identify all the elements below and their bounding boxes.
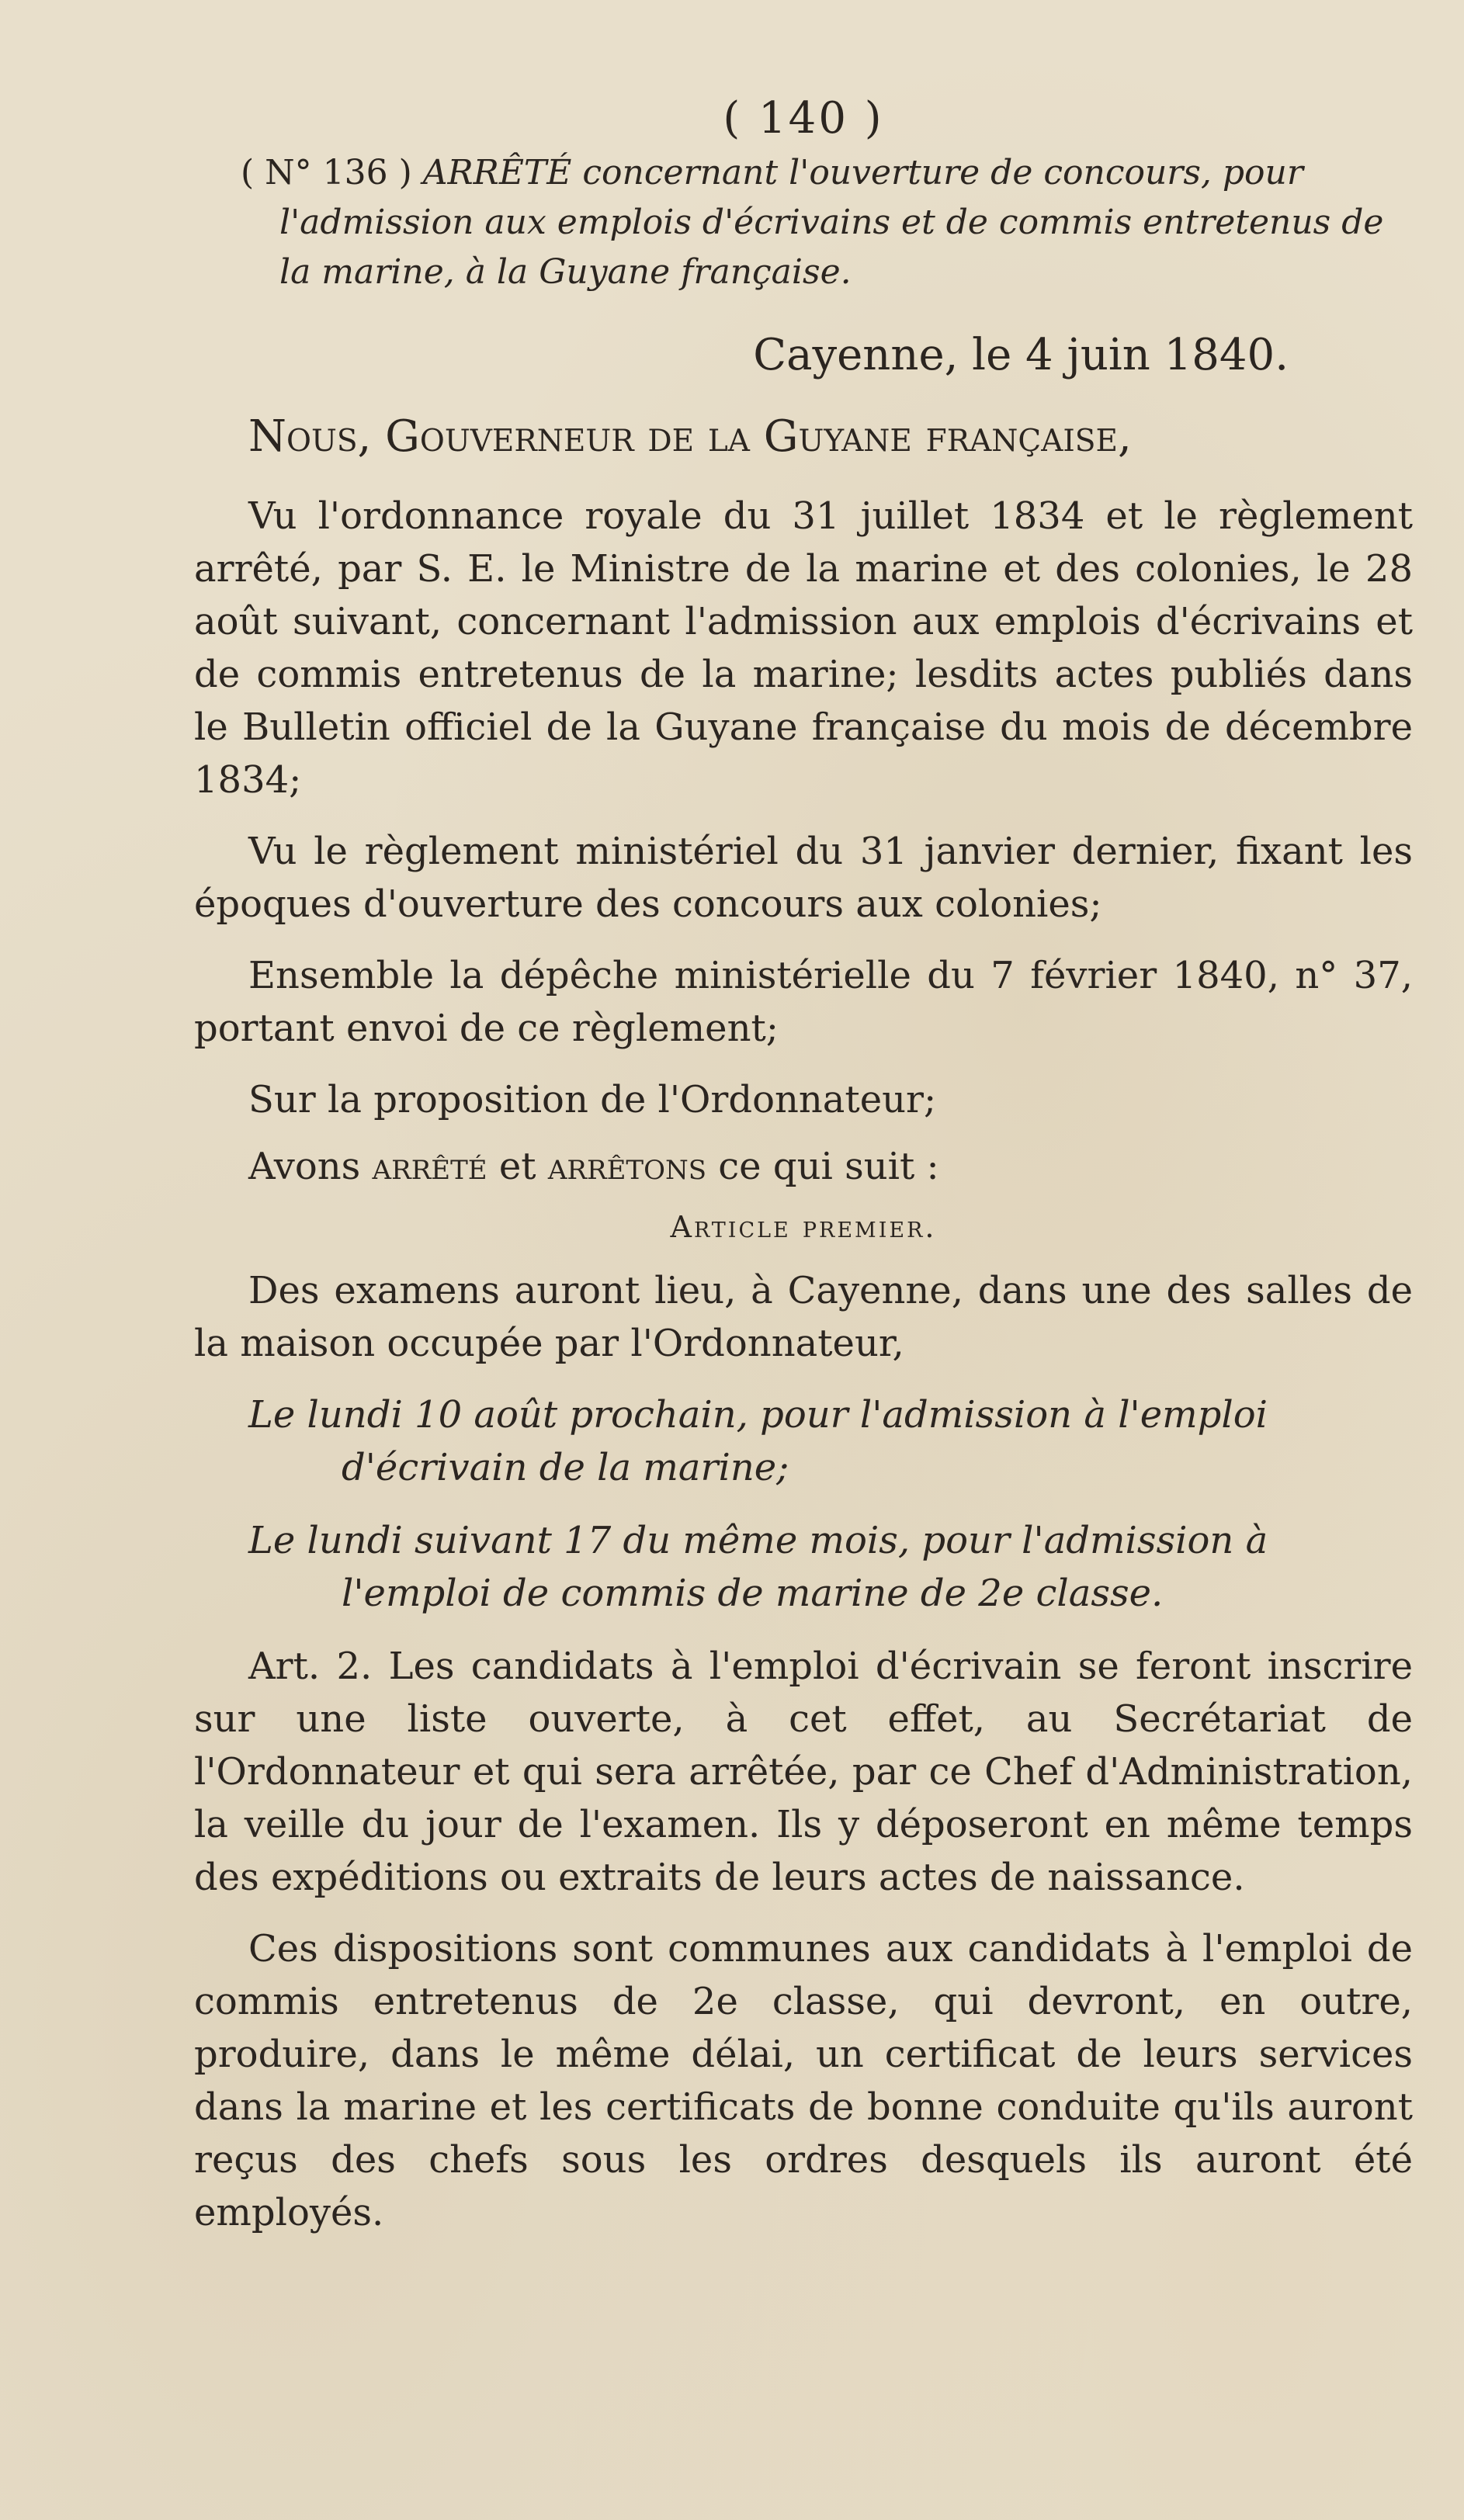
article1-item: Le lundi 10 août prochain, pour l'admission à l'emploi d'écrivain de la marine; <box>248 1393 1268 1489</box>
dateline: Cayenne, le 4 juin 1840. <box>753 330 1289 380</box>
document-page <box>194 93 1413 2258</box>
preamble-paragraph: Vu l'ordonnance royale du 31 juillet 1834 et le règlement arrêté, par S. E. le Ministre de la marine et des colonies, le 28 août suivant, concernant l'admission aux emplois d'écrivains et de commis entretenus de la marine; lesdits actes publiés dans le Bulletin officiel de la Guyane française du mois de décembre 1834; <box>194 494 1413 802</box>
decree-formula-mid: et <box>498 1145 536 1188</box>
article2-paragraph: Ces dispositions sont communes aux candidats à l'emploi de commis entretenus de 2e classe, qui devront, en outre, produire, dans le même délai, un certificat de leurs services dans la marine et les certificats de bonne conduite qu'ils auront reçus des chefs sous les ordres desquels ils auront été employés. <box>194 1927 1413 2234</box>
article-heading: Article premier. <box>670 1210 937 1244</box>
decree-number: ( N° 136 ) <box>241 153 412 192</box>
decree-formula <box>248 1145 1413 1188</box>
article1-intro: Des examens auront lieu, à Cayenne, dans une des salles de la maison occupée par l'Ordonnateur, <box>194 1269 1413 1365</box>
opening-formula: Nous, Gouverneur de la Guyane française, <box>248 411 1132 462</box>
decree-title <box>233 148 1413 297</box>
decree-title-text: ARRÊTÉ concernant l'ouverture de concours, pour l'admission aux emplois d'écrivains et de commis entretenus de la marine, à la Guyane française. <box>279 153 1384 292</box>
article1-item: Le lundi suivant 17 du même mois, pour l'admission à l'emploi de commis de marine de 2e classe. <box>248 1519 1268 1615</box>
article2-paragraph: Art. 2. Les candidats à l'emploi d'écrivain se feront inscrire sur une liste ouverte, à cet effet, au Secrétariat de l'Ordonnateur et qui sera arrêtée, par ce Chef d'Administration, la veille du jour de l'examen. Ils y déposeront en même temps des expéditions ou extraits de leurs actes de naissance. <box>194 1645 1413 1899</box>
decree-formula-suffix: ce qui suit : <box>718 1145 939 1188</box>
decree-formula-arrete: arrêté <box>372 1145 487 1188</box>
preamble-paragraph: Sur la proposition de l'Ordonnateur; <box>248 1078 937 1121</box>
page-number: ( 140 ) <box>723 93 884 144</box>
preamble-paragraph: Ensemble la dépêche ministérielle du 7 février 1840, n° 37, portant envoi de ce règlement; <box>194 954 1413 1050</box>
preamble-paragraph: Vu le règlement ministériel du 31 janvier dernier, fixant les époques d'ouverture des concours aux colonies; <box>194 830 1413 926</box>
decree-formula-arretons: arrêtons <box>547 1145 707 1188</box>
decree-formula-prefix: Avons <box>248 1145 361 1188</box>
